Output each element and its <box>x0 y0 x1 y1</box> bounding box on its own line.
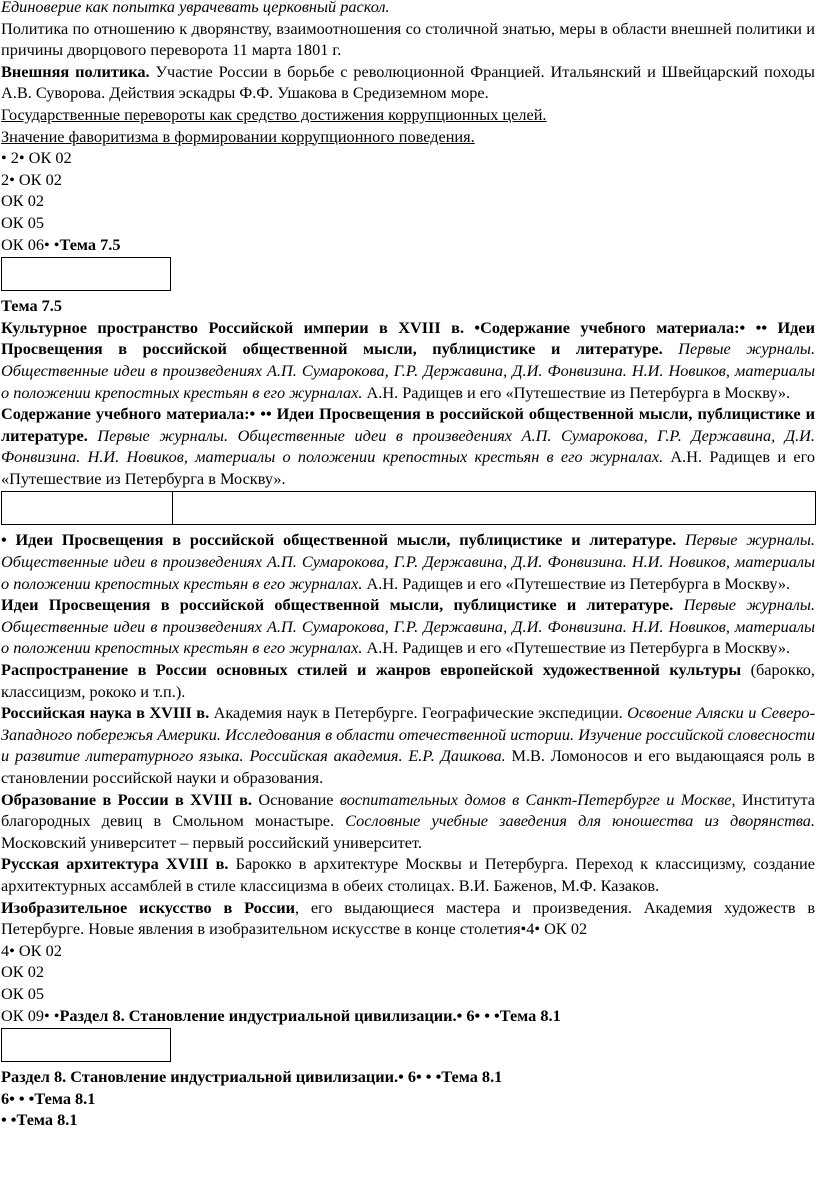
section-heading: Раздел 8. Становление индустриальной цивилизации.• 6• • •Тема 8.1 <box>1 1067 503 1087</box>
content-paragraph: • Идеи Просвещения в российской общественной мысли, публицистике и литературе. Первые журналы. Общественные идеи в произведениях А.П. Сумарокова, Г.Р. Державина, Д.И. Фонвизина. Н.И. Новиков, материалы о положении крепостных крестьян в его журналах. А.Н. Радищев и его «Путешествие из Петербурга в Москву». <box>1 530 815 593</box>
foreign-policy-paragraph: Внешняя политика. Участие России в борьбе с революционной Францией. Итальянский и Швейцарский походы А.В. Суворова. Действия эскадры Ф.Ф. Ушакова в Средиземном море. <box>1 61 815 103</box>
competency-line: ОК 09• •Раздел 8. Становление индустриальной цивилизации.• 6• • •Тема 8.1 <box>1 1005 561 1025</box>
content-paragraph: Содержание учебного материала:• •• Идеи Просвещения в российской общественной мысли, публицистике и литературе. Первые журналы. Общественные идеи в произведениях А.П. Сумарокова, Г.Р. Державина, Д.И. Фонвизина. Н.И. Новиков, материалы о положении крепостных крестьян в его журналах. А.Н. Радищев и его «Путешествие из Петербурга в Москву». <box>1 404 815 488</box>
text-line: Единоверие как попытка уврачевать церковный раскол. <box>1 0 390 16</box>
document-page <box>1 0 815 1131</box>
content-paragraph: Идеи Просвещения в российской общественной мысли, публицистике и литературе. Первые журналы. Общественные идеи в произведениях А.П. Сумарокова, Г.Р. Державина, Д.И. Фонвизина. Н.И. Новиков, материалы о положении крепостных крестьян в его журналах. А.Н. Радищев и его «Путешествие из Петербурга в Москву». <box>1 595 816 658</box>
competency-line: ОК 02 <box>1 191 44 211</box>
empty-cell <box>1 1028 171 1062</box>
competency-line: ОК 06• •Тема 7.5 <box>1 234 121 254</box>
empty-cell <box>1 257 171 291</box>
competency-line: ОК 02 <box>1 962 44 982</box>
content-paragraph: Культурное пространство Российской империи в XVIII в. •Содержание учебного материала:• •• Идеи Просвещения в российской общественной мысли, публицистике и литературе. Первые журналы. Общественные идеи в произведениях А.П. Сумарокова, Г.Р. Державина, Д.И. Фонвизина. Н.И. Новиков, материалы о положении крепостных крестьян в его журналах. А.Н. Радищев и его «Путешествие из Петербурга в Москву». <box>1 317 816 402</box>
content-paragraph: Русская архитектура XVIII в. Барокко в архитектуре Москвы и Петербурга. Переход к классицизму, создание архитектурных ассамблей в стиле классицизма в обеих столицах. В.И. Баженов, М.Ф. Казаков. <box>1 854 815 895</box>
competency-line: 2• ОК 02 <box>1 169 62 189</box>
competency-line: ОК 05 <box>1 212 44 232</box>
content-paragraph: Образование в России в XVIII в. Основание воспитательных домов в Санкт-Петербурге и Москве, Института благородных девиц в Смольном монастыре. Сословные учебные заведения для юношества из дворянства. Московский университет – первый российский университет. <box>1 789 816 852</box>
underlined-line: Значение фаворитизма в формировании коррупционного поведения. <box>1 126 475 146</box>
content-paragraph: Российская наука в XVIII в. Академия наук в Петербурге. Географические экспедиции. Освоение Аляски и Северо-Западного побережья Америки. Исследования в области отечественной истории. Изучение российской словесности и развитие литературного языка. Российская академия. Е.Р. Дашкова. М.В. Ломоносов и его выдающаяся роль в становлении российской науки и образования. <box>1 703 815 787</box>
competency-line: • 2• ОК 02 <box>1 148 72 168</box>
topic-heading: • •Тема 8.1 <box>1 1110 78 1130</box>
content-paragraph: Изобразительное искусство в России, его выдающиеся мастера и произведения. Академия художеств в Петербурге. Новые явления в изобразительном искусстве в конце столетия•4• ОК 02 <box>1 897 816 939</box>
competency-line: ОК 05 <box>1 983 44 1003</box>
topic-heading: Тема 7.5 <box>1 296 63 316</box>
topic-heading: 6• • •Тема 8.1 <box>1 1088 96 1108</box>
text-paragraph: Политика по отношению к дворянству, взаимоотношения со столичной знатью, меры в области внешней политики и причины дворцового переворота 11 марта 1801 г. <box>1 18 815 60</box>
content-paragraph: Распространение в России основных стилей и жанров европейской художественной культуры (барокко, классицизм, рококо и т.п.). <box>1 660 815 701</box>
empty-table-row <box>1 491 816 525</box>
competency-line: 4• ОК 02 <box>1 940 62 960</box>
underlined-line: Государственные перевороты как средство достижения коррупционных целей. <box>1 104 547 124</box>
